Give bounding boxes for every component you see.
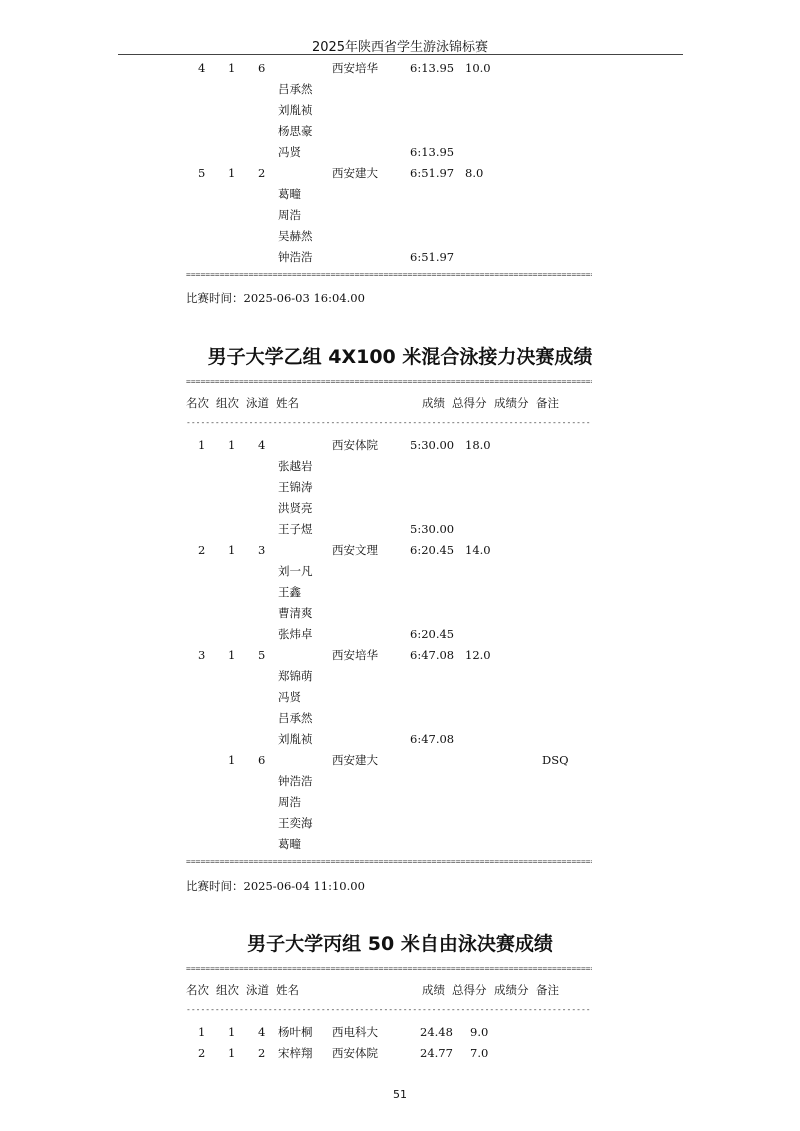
points: 10.0: [465, 61, 491, 75]
member-name: 洪贤亮: [278, 501, 313, 515]
dash-rule: [186, 1006, 592, 1014]
col-result: 成绩: [422, 396, 445, 410]
team: 西安建大: [332, 753, 378, 767]
col-result: 成绩: [422, 983, 445, 997]
relay-member-row: [0, 813, 800, 833]
relay-member-row: [0, 729, 800, 749]
col-score: 成绩分: [494, 983, 529, 997]
relay-member-row: [0, 247, 800, 267]
result: 24.77: [420, 1046, 453, 1060]
relay-member-row: [0, 184, 800, 204]
double-rule: [186, 271, 592, 279]
result-row: [0, 1022, 800, 1042]
relay-member-row: [0, 561, 800, 581]
col-score: 成绩分: [494, 396, 529, 410]
result: 6:47.08: [410, 648, 455, 662]
result: 6:13.95: [410, 61, 455, 75]
points: 14.0: [465, 543, 491, 557]
relay-member-row: [0, 498, 800, 518]
member-name: 葛疃: [278, 187, 301, 201]
group: 1: [228, 438, 236, 452]
lane: 4: [258, 1025, 266, 1039]
group: 1: [228, 1046, 236, 1060]
relay-member-row: [0, 687, 800, 707]
lane: 4: [258, 438, 266, 452]
result: 24.48: [420, 1025, 453, 1039]
swimmer-name: 宋梓翔: [278, 1046, 313, 1060]
member-name: 杨思豪: [278, 124, 313, 138]
member-name: 冯贤: [278, 690, 301, 704]
relay-member-row: [0, 771, 800, 791]
group: 1: [228, 1025, 236, 1039]
result: 6:20.45: [410, 543, 455, 557]
member-name: 吕承然: [278, 711, 313, 725]
col-name: 姓名: [276, 396, 299, 410]
group: 1: [228, 753, 236, 767]
member-name: 张越岩: [278, 459, 313, 473]
relay-member-row: [0, 792, 800, 812]
rank: 4: [198, 61, 206, 75]
team: 西安体院: [332, 1046, 378, 1060]
lane: 3: [258, 543, 266, 557]
member-name: 王锦涛: [278, 480, 313, 494]
member-name: 周浩: [278, 795, 301, 809]
rank: 1: [198, 438, 206, 452]
relay-team-row: [0, 58, 800, 78]
member-result: 6:47.08: [410, 732, 455, 746]
member-name: 王子煜: [278, 522, 313, 536]
relay-member-row: [0, 834, 800, 854]
member-name: 葛疃: [278, 837, 301, 851]
member-name: 王鑫: [278, 585, 301, 599]
col-rank: 名次: [186, 396, 209, 410]
member-result: 5:30.00: [410, 522, 455, 536]
col-note: 备注: [536, 983, 559, 997]
points: 7.0: [470, 1046, 489, 1060]
member-name: 周浩: [278, 208, 301, 222]
col-note: 备注: [536, 396, 559, 410]
dash-rule: [186, 419, 592, 427]
relay-member-row: [0, 205, 800, 225]
lane: 5: [258, 648, 266, 662]
member-name: 吴赫然: [278, 229, 313, 243]
column-header: [186, 980, 606, 1000]
member-result: 6:13.95: [410, 145, 455, 159]
member-name: 刘胤祯: [278, 732, 313, 746]
relay-member-row: [0, 666, 800, 686]
relay-team-row: [0, 645, 800, 665]
relay-team-row: [0, 163, 800, 183]
relay-member-row: [0, 603, 800, 623]
group: 1: [228, 61, 236, 75]
points: 18.0: [465, 438, 491, 452]
lane: 6: [258, 61, 266, 75]
event-title: 男子大学丙组 50 米自由泳决赛成绩: [247, 933, 553, 955]
event-title: 男子大学乙组 4X100 米混合泳接力决赛成绩: [207, 346, 593, 368]
member-name: 刘一凡: [278, 564, 313, 578]
col-lane: 泳道: [246, 983, 269, 997]
member-name: 郑锦萌: [278, 669, 313, 683]
race-time: 比赛时间：2025-06-04 11:10.00: [186, 879, 365, 893]
note: DSQ: [542, 753, 569, 767]
team: 西安培华: [332, 648, 378, 662]
relay-member-row: [0, 582, 800, 602]
team: 西安文理: [332, 543, 378, 557]
header-rule: [118, 54, 683, 55]
result: 5:30.00: [410, 438, 455, 452]
col-rank: 名次: [186, 983, 209, 997]
relay-team-row: [0, 750, 800, 770]
member-result: 6:20.45: [410, 627, 455, 641]
relay-member-row: [0, 456, 800, 476]
rank: 2: [198, 543, 206, 557]
col-points: 总得分: [452, 396, 487, 410]
group: 1: [228, 543, 236, 557]
lane: 2: [258, 166, 266, 180]
member-name: 钟浩浩: [278, 774, 313, 788]
member-name: 王奕海: [278, 816, 313, 830]
group: 1: [228, 648, 236, 662]
relay-team-row: [0, 540, 800, 560]
lane: 6: [258, 753, 266, 767]
team: 西电科大: [332, 1025, 378, 1039]
col-group: 组次: [216, 983, 239, 997]
page-number: 51: [393, 1088, 407, 1101]
lane: 2: [258, 1046, 266, 1060]
double-rule: [186, 858, 592, 866]
relay-member-row: [0, 121, 800, 141]
relay-member-row: [0, 100, 800, 120]
points: 8.0: [465, 166, 484, 180]
relay-member-row: [0, 142, 800, 162]
swimmer-name: 杨叶桐: [278, 1025, 313, 1039]
team: 西安培华: [332, 61, 378, 75]
relay-team-row: [0, 435, 800, 455]
result: 6:51.97: [410, 166, 455, 180]
relay-member-row: [0, 519, 800, 539]
relay-member-row: [0, 708, 800, 728]
result-row: [0, 1043, 800, 1063]
rank: 2: [198, 1046, 206, 1060]
team: 西安体院: [332, 438, 378, 452]
points: 12.0: [465, 648, 491, 662]
col-points: 总得分: [452, 983, 487, 997]
points: 9.0: [470, 1025, 489, 1039]
relay-member-row: [0, 226, 800, 246]
group: 1: [228, 166, 236, 180]
relay-member-row: [0, 79, 800, 99]
member-name: 张炜卓: [278, 627, 313, 641]
column-header: [186, 393, 606, 413]
member-name: 刘胤祯: [278, 103, 313, 117]
double-rule: [186, 965, 592, 973]
rank: 5: [198, 166, 206, 180]
member-result: 6:51.97: [410, 250, 455, 264]
rank: 1: [198, 1025, 206, 1039]
member-name: 钟浩浩: [278, 250, 313, 264]
double-rule: [186, 378, 592, 386]
relay-member-row: [0, 624, 800, 644]
team: 西安建大: [332, 166, 378, 180]
col-group: 组次: [216, 396, 239, 410]
member-name: 曹清爽: [278, 606, 313, 620]
page-header-title: 2025年陕西省学生游泳锦标赛: [311, 40, 489, 55]
race-time: 比赛时间：2025-06-03 16:04.00: [186, 291, 365, 305]
member-name: 吕承然: [278, 82, 313, 96]
rank: 3: [198, 648, 206, 662]
relay-member-row: [0, 477, 800, 497]
col-lane: 泳道: [246, 396, 269, 410]
member-name: 冯贤: [278, 145, 301, 159]
col-name: 姓名: [276, 983, 299, 997]
